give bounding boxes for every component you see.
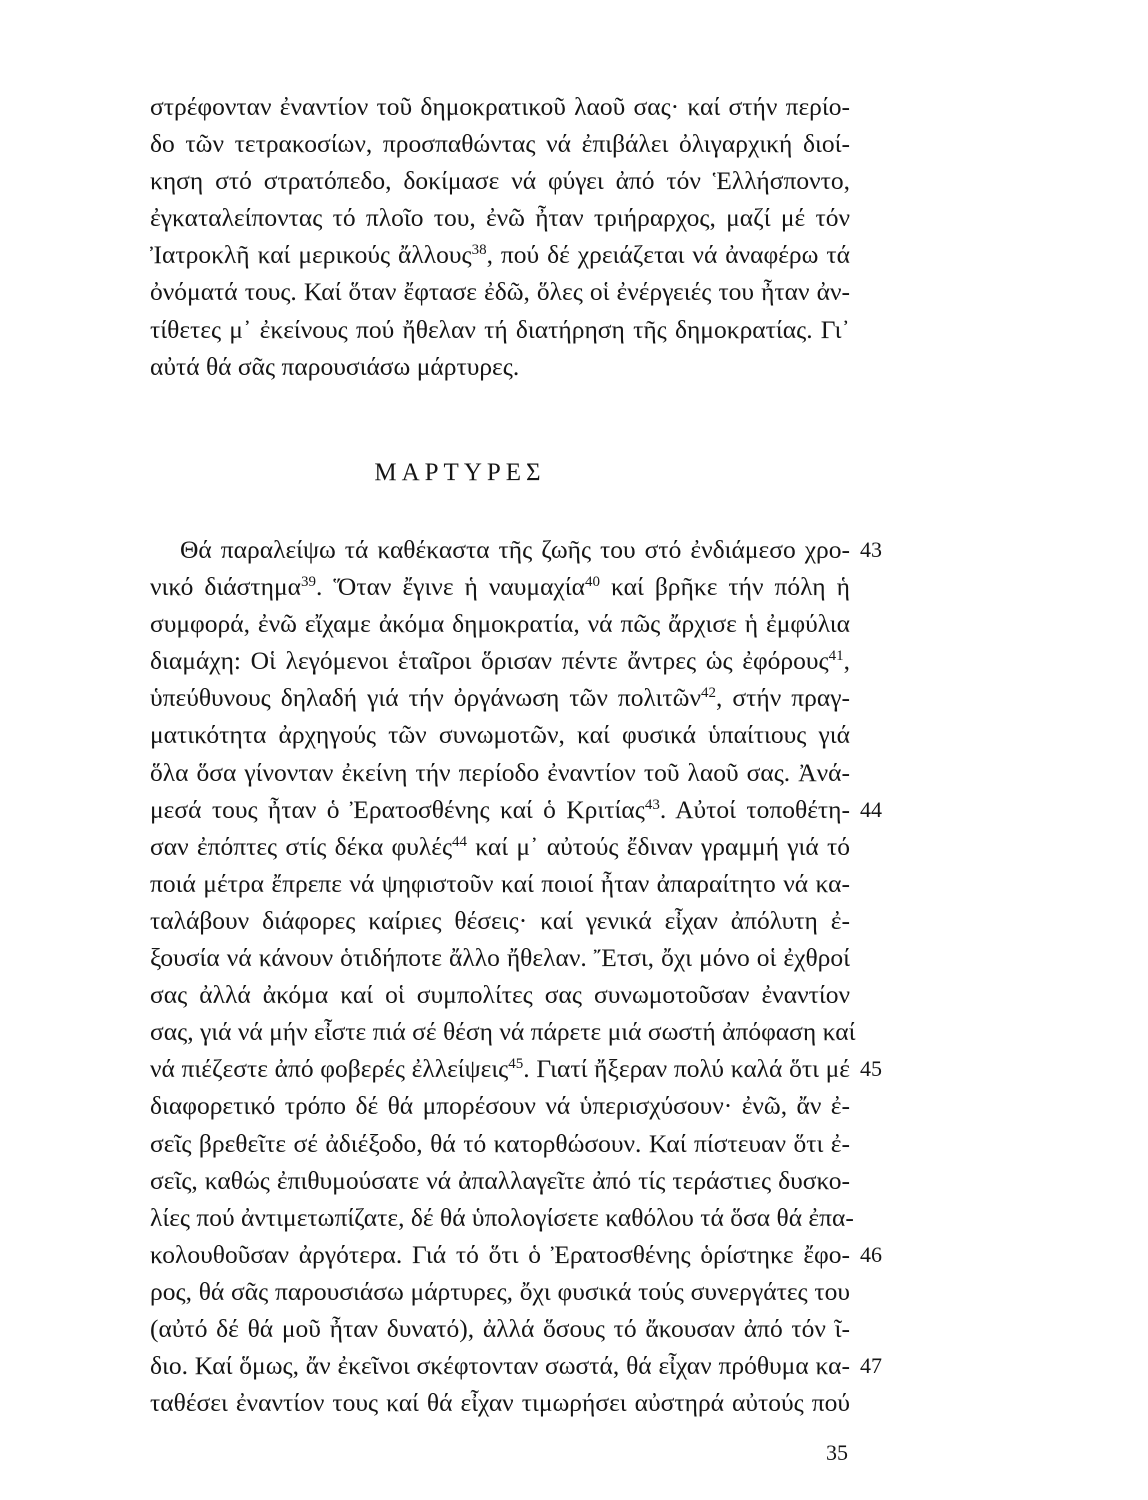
text-line: νικό διάστημα$^{39}$. Ὅταν ἔγινε ἡ ναυμαχία$^{40}$ καί βρῆκε τήν πόλη ἡ <box>150 572 850 602</box>
footnote-ref: 38 <box>471 242 487 259</box>
text-line: μεσά τους ἦταν ὁ Ἐρατοσθένης καί ὁ Κριτίας$^{43}$. Αὐτοί τοποθέτη- 44 <box>150 791 850 828</box>
text-line: λίες πού ἀντιμετωπίζατε, δέ θά ὑπολογίσετε καθόλου τά ὅσα θά ἐπα- <box>150 1202 854 1232</box>
footnote-ref: 40 <box>584 574 600 591</box>
text-line: αὐτά θά σᾶς παρουσιάσω μάρτυρες. <box>150 351 520 381</box>
footnote-ref: 43 <box>644 796 660 813</box>
text-line: σεῖς βρεθεῖτε σέ ἀδιέξοδο, θά τό κατορθώσουν. Καί πίστευαν ὅτι ἐ- <box>150 1128 850 1158</box>
text-line: σας ἀλλά ἀκόμα καί οἱ συμπολίτες σας συνωμοτοῦσαν ἐναντίον <box>150 980 850 1010</box>
section-heading: ΜΑΡΤΥΡΕΣ <box>374 459 546 486</box>
text-line: στρέφονταν ἐναντίον τοῦ δημοκρατικοῦ λαοῦ σας· καί στήν περίο- <box>150 92 850 121</box>
text-line: σεῖς, καθώς ἐπιθυμούσατε νά ἀπαλλαγεῖτε ἀπό τίς τεράστιες δυσκο- <box>150 1165 850 1195</box>
text-line: δο τῶν τετρακοσίων, προσπαθώντας νά ἐπιβάλει ὀλιγαρχική διοί- <box>150 129 850 159</box>
footnote-ref: 42 <box>701 685 716 702</box>
text-line: διαμάχη: Οἱ λεγόμενοι ἑταῖροι ὅρισαν πέντε ἄντρες ὡς ἐφόρους$^{41}$, <box>150 646 850 676</box>
footnote-ref: 39 <box>301 574 317 591</box>
text-line: ξουσία νά κάνουν ὁτιδήποτε ἄλλο ἤθελαν. Ἔτσι, ὄχι μόνο οἱ ἐχθροί <box>150 943 850 973</box>
text-line: Θά παραλείψω τά καθέκαστα τῆς ζωῆς του στό ἐνδιάμεσο χρο- 43 <box>150 531 850 568</box>
footnote-ref: 41 <box>828 648 844 665</box>
text-line: σαν ἐπόπτες στίς δέκα φυλές$^{44}$ καί μ᾿ αὐτούς ἔδιναν γραμμή γιά τό <box>150 831 850 861</box>
text-line: διαφορετικό τρόπο δέ θά μπορέσουν νά ὑπερισχύσουν· ἐνῶ, ἄν ἐ- <box>150 1091 850 1121</box>
section-number: 46 <box>860 1241 882 1267</box>
text-line: σας, γιά νά μήν εἶστε πιά σέ θέση νά πάρετε μιά σωστή ἀπόφαση καί <box>150 1017 856 1047</box>
text-line: συμφορά, ἐνῶ εἴχαμε ἀκόμα δημοκρατία, νά πῶς ἄρχισε ἡ ἐμφύλια <box>150 609 850 639</box>
text-line: ὅλα ὅσα γίνονταν ἐκείνη τήν περίοδο ἐναντίον τοῦ λαοῦ σας. Ἀνά- <box>150 757 850 787</box>
text-line: κηση στό στρατόπεδο, δοκίμασε νά φύγει ἀπό τόν Ἑλλήσποντο, <box>150 166 850 196</box>
section-number: 44 <box>860 796 882 822</box>
text-line: ταθέσει ἐναντίον τους καί θά εἶχαν τιμωρήσει αὐστηρά αὐτούς πού <box>150 1388 850 1418</box>
paragraph-main <box>150 531 882 1421</box>
text-line: τίθετες μ᾿ ἐκείνους πού ἤθελαν τή διατήρηση τῆς δημοκρατίας. Γι᾿ <box>150 314 850 344</box>
page-number: 35 <box>826 1440 848 1465</box>
text-line: κολουθοῦσαν ἀργότερα. Γιά τό ὅτι ὁ Ἐρατοσθένης ὁρίστηκε ἔφο- 46 <box>150 1236 850 1273</box>
text-line: Ἰατροκλῆ καί μερικούς ἄλλους$^{38}$, πού δέ χρειάζεται νά ἀναφέρω τά <box>150 240 850 270</box>
text-line: διο. Καί ὅμως, ἄν ἐκεῖνοι σκέφτονταν σωστά, θά εἶχαν πρόθυμα κα- 47 <box>150 1347 850 1384</box>
text-line: ταλάβουν διάφορες καίριες θέσεις· καί γενικά εἶχαν ἀπόλυτη ἐ- <box>150 905 850 935</box>
footnote-ref: 45 <box>508 1056 524 1073</box>
text-line: ποιά μέτρα ἔπρεπε νά ψηφιστοῦν καί ποιοί ἦταν ἀπαραίτητο νά κα- <box>150 868 850 898</box>
text-line: (αὐτό δέ θά μοῦ ἦταν δυνατό), ἀλλά ὅσους τό ἄκουσαν ἀπό τόν ῖ- <box>150 1313 850 1343</box>
section-number: 47 <box>860 1353 882 1379</box>
text-line: ματικότητα ἀρχηγούς τῶν συνωμοτῶν, καί φυσικά ὑπαίτιους γιά <box>150 720 850 750</box>
paragraph-continuation <box>150 88 850 385</box>
text-line: ἐγκαταλείποντας τό πλοῖο του, ἐνῶ ἦταν τριήραρχος, μαζί μέ τόν <box>150 203 850 233</box>
footnote-ref: 44 <box>452 833 468 850</box>
text-line: ρος, θά σᾶς παρουσιάσω μάρτυρες, ὄχι φυσικά τούς συνεργάτες του <box>150 1276 850 1306</box>
text-line: νά πιέζεστε ἀπό φοβερές ἐλλείψεις$^{45}$. Γιατί ἤξεραν πολύ καλά ὅτι μέ 45 <box>150 1050 850 1087</box>
section-number: 45 <box>860 1056 882 1082</box>
text-line: ὀνόματά τους. Καί ὅταν ἔφτασε ἐδῶ, ὅλες οἱ ἐνέργειές του ἦταν ἀν- <box>150 277 850 307</box>
text-line: ὑπεύθυνους δηλαδή γιά τήν ὀργάνωση τῶν πολιτῶν$^{42}$, στήν πραγ- <box>150 683 850 713</box>
section-number: 43 <box>860 537 882 562</box>
